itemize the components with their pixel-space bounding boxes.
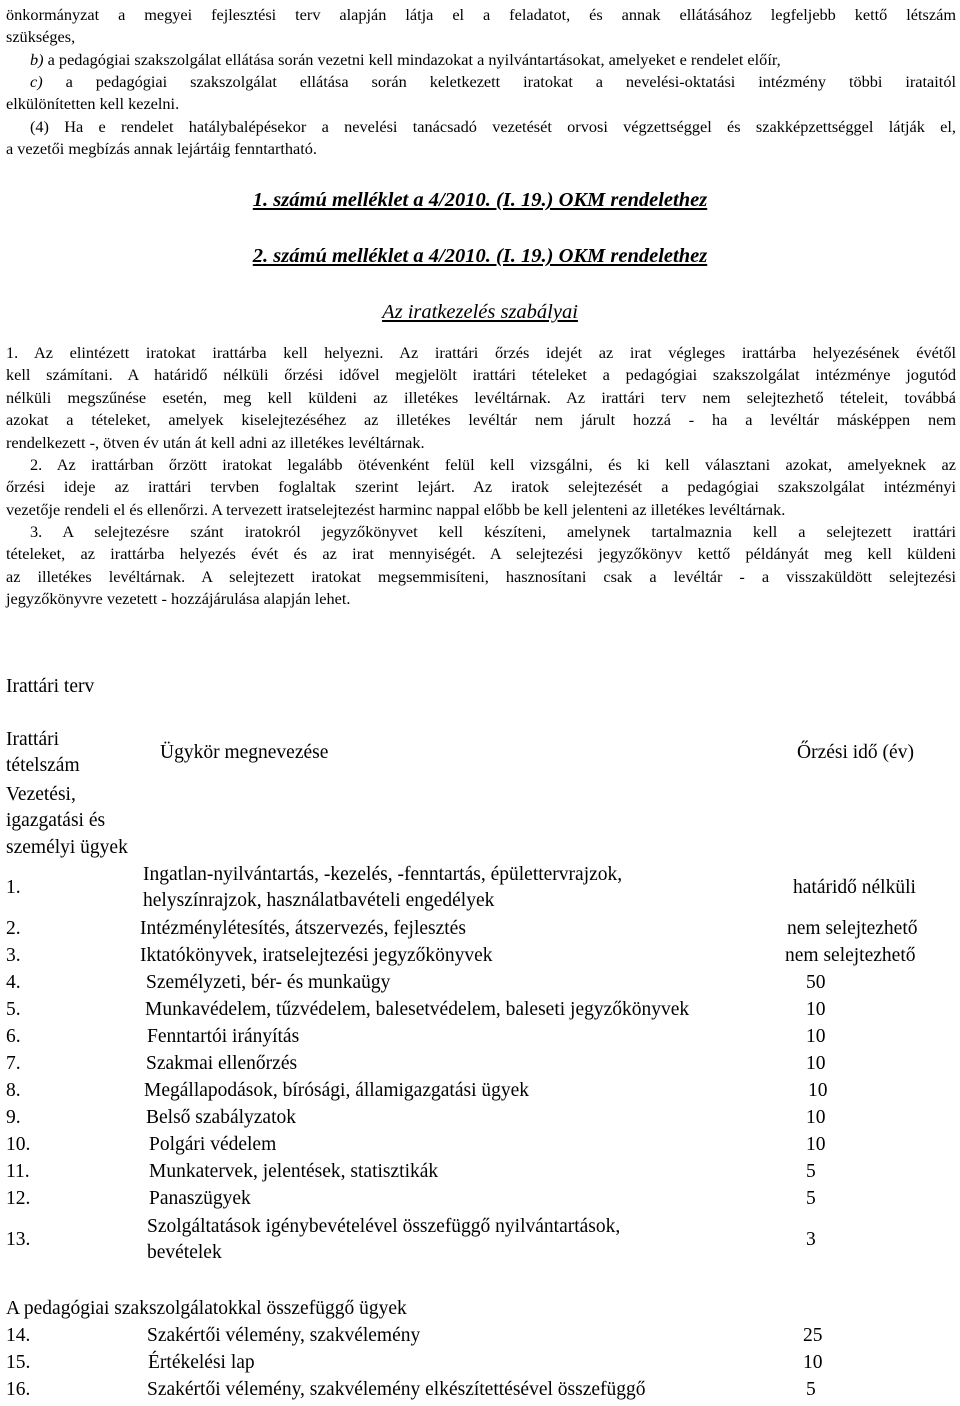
row-retention: 10 — [806, 1134, 826, 1155]
group-heading-l3: személyi ügyek — [6, 837, 128, 858]
row-number: 9. — [6, 1107, 21, 1128]
text-line: 2. Az irattárban őrzött iratokat legalább ötévenként felül kell vizsgálni, és ki kell választani azokat, amelyeknek az — [30, 455, 956, 474]
text-line: a pedagógiai szakszolgálat ellátása során keletkezett iratokat a nevelési-oktatási intézmény többi irataitól — [42, 72, 956, 91]
rules-title: Az iratkezelés szabályai — [382, 301, 578, 323]
row-retention: 10 — [806, 1107, 826, 1128]
row-number: 11. — [6, 1161, 30, 1182]
text-line: tételeket, az irattárba helyezés évét és az irat mennyiségét. A selejtezési jegyzőkönyv kettő példányát meg kell küldeni — [6, 544, 956, 564]
col-time-header: Őrzési idő (év) — [797, 742, 914, 763]
row-name: Személyzeti, bér- és munkaügy — [146, 972, 391, 993]
group-heading: A pedagógiai szakszolgálatokkal összefüggő ügyek — [6, 1298, 407, 1319]
text-line: azokat a tételeket, amelyek kiselejtezéséhez az illetékes levéltár nem járult hozzá - ha a levéltár másképpen nem — [6, 410, 956, 430]
row-number: 12. — [6, 1188, 31, 1209]
col-num-header-l2: tételszám — [6, 755, 80, 776]
text-line: szükséges, — [6, 27, 76, 47]
group-heading-l2: igazgatási és — [6, 810, 106, 831]
row-retention: 10 — [806, 1053, 826, 1074]
text-line: kell számítani. A határidő nélküli őrzési idővel megjelölt irattári tételeket a pedagógiai szakszolgálat intézménye jogutód — [6, 365, 956, 385]
row-name: Iktatókönyvek, iratselejtezési jegyzőkönyvek — [140, 945, 493, 966]
row-name: Panaszügyek — [149, 1188, 251, 1209]
row-name: Szakértői vélemény, szakvélemény elkészítettésével összefüggő — [147, 1379, 646, 1400]
rule-3 — [6, 521, 956, 611]
text-line: a vezetői megbízás annak lejártáig fenntartható. — [6, 139, 318, 159]
row-retention: 5 — [806, 1188, 816, 1209]
text-line: vezetője rendeli el és ellenőrzi. A tervezett iratselejtezést harminc nappal előbb be kell jelenteni az illetékes levéltárnak. — [6, 499, 786, 519]
row-retention: 5 — [806, 1379, 816, 1400]
paragraph-continuation — [6, 4, 956, 49]
row-name: Értékelési lap — [148, 1352, 255, 1373]
row-retention: 5 — [806, 1161, 816, 1182]
row-name: bevételek — [147, 1242, 222, 1263]
text-line: az illetékes levéltárnak. A selejtezett iratokat megsemmisíteni, hasznosítani csak a levéltár - a visszaküldött selejtezési — [6, 566, 956, 586]
row-retention: 25 — [803, 1325, 823, 1346]
text-line: rendelkezett -, ötven év után át kell adni az illetékes levéltárnak. — [6, 432, 425, 452]
row-number: 15. — [6, 1352, 31, 1373]
row-number: 13. — [6, 1229, 31, 1250]
row-name: Megállapodások, bírósági, államigazgatási ügyek — [144, 1080, 530, 1101]
row-name: Ingatlan-nyilvántartás, -kezelés, -fenntartás, épülettervrajzok, — [143, 864, 623, 885]
row-name: Intézménylétesítés, átszervezés, fejlesztés — [140, 918, 466, 939]
row-retention: 10 — [808, 1080, 828, 1101]
row-retention: 10 — [806, 1026, 826, 1047]
item-label: c) — [30, 72, 43, 91]
row-name: Belső szabályzatok — [146, 1107, 296, 1128]
row-name: Szakmai ellenőrzés — [146, 1053, 298, 1074]
row-retention: 10 — [803, 1352, 823, 1373]
paragraph-4 — [6, 116, 956, 161]
row-retention: 50 — [806, 972, 826, 993]
annex-1-heading: 1. számú melléklet a 4/2010. (I. 19.) OKM rendelethez — [252, 189, 708, 211]
col-name-header: Ügykör megnevezése — [160, 742, 329, 763]
row-number: 2. — [6, 918, 21, 939]
group-heading-l1: Vezetési, — [6, 784, 76, 805]
row-number: 8. — [6, 1080, 21, 1101]
row-number: 16. — [6, 1379, 31, 1400]
plan-title: Irattári terv — [6, 676, 95, 697]
paragraph-b — [6, 49, 956, 71]
row-retention: nem selejtezhető — [787, 918, 918, 939]
row-name: Munkavédelem, tűzvédelem, balesetvédelem, baleseti jegyzőkönyvek — [145, 999, 690, 1020]
col-num-header-l1: Irattári — [6, 729, 60, 750]
row-name: Fenntartói irányítás — [147, 1026, 300, 1047]
row-number: 5. — [6, 999, 21, 1020]
row-number: 1. — [6, 877, 21, 898]
row-number: 14. — [6, 1325, 31, 1346]
rule-2 — [6, 454, 956, 521]
text-line: 3. A selejtezésre szánt iratokról jegyzőkönyvet kell készíteni, amelynek tartalmaznia kell a selejtezett irattári — [30, 522, 956, 541]
row-name: Szolgáltatások igénybevételével összefüggő nyilvántartások, — [147, 1216, 621, 1237]
row-retention: 3 — [806, 1229, 816, 1250]
paragraph-c — [6, 71, 956, 116]
text-line: a pedagógiai szakszolgálat ellátása során vezetni kell mindazokat a nyilvántartásokat, amelyeket e rendelet előír, — [43, 50, 781, 69]
row-name: Polgári védelem — [149, 1134, 277, 1155]
text-line: elkülönítetten kell kezelni. — [6, 94, 180, 114]
row-name: Munkatervek, jelentések, statisztikák — [149, 1161, 439, 1182]
row-number: 6. — [6, 1026, 21, 1047]
row-number: 10. — [6, 1134, 31, 1155]
item-label: b) — [30, 50, 44, 69]
row-name: Szakértői vélemény, szakvélemény — [147, 1325, 421, 1346]
row-retention: 10 — [806, 999, 826, 1020]
row-retention: nem selejtezhető — [785, 945, 916, 966]
text-line: önkormányzat a megyei fejlesztési terv alapján látja el a feladatot, és annak ellátásához legfeljebb kettő létszám — [6, 5, 956, 24]
rule-1 — [6, 342, 956, 454]
row-retention: határidő nélküli — [793, 877, 916, 898]
row-name: helyszínrajzok, használatbavételi engedélyek — [143, 890, 495, 911]
text-line: nélküli megszűnése esetén, meg kell küldeni az illetékes levéltárnak. Az irattári terv nem selejtezhető tételeit, továbbá — [6, 387, 956, 407]
row-number: 7. — [6, 1053, 21, 1074]
text-line: (4) Ha e rendelet hatálybalépésekor a nevelési tanácsadó vezetését orvosi végzettséggel és szakképzettséggel látják el, — [30, 117, 956, 136]
text-line: őrzési ideje az irattári tervben foglaltak szerint lejárt. Az iratok selejtezését a pedagógiai szakszolgálat intézményi — [6, 477, 956, 497]
annex-2-heading: 2. számú melléklet a 4/2010. (I. 19.) OKM rendelethez — [252, 245, 708, 267]
text-line: jegyzőkönyvre vezetett - hozzájárulása alapján lehet. — [6, 589, 351, 609]
text-line: 1. Az elintézett iratokat irattárba kell helyezni. Az irattári őrzés idejét az irat végleges irattárba helyezésének évétől — [6, 343, 956, 362]
row-number: 4. — [6, 972, 21, 993]
row-number: 3. — [6, 945, 21, 966]
